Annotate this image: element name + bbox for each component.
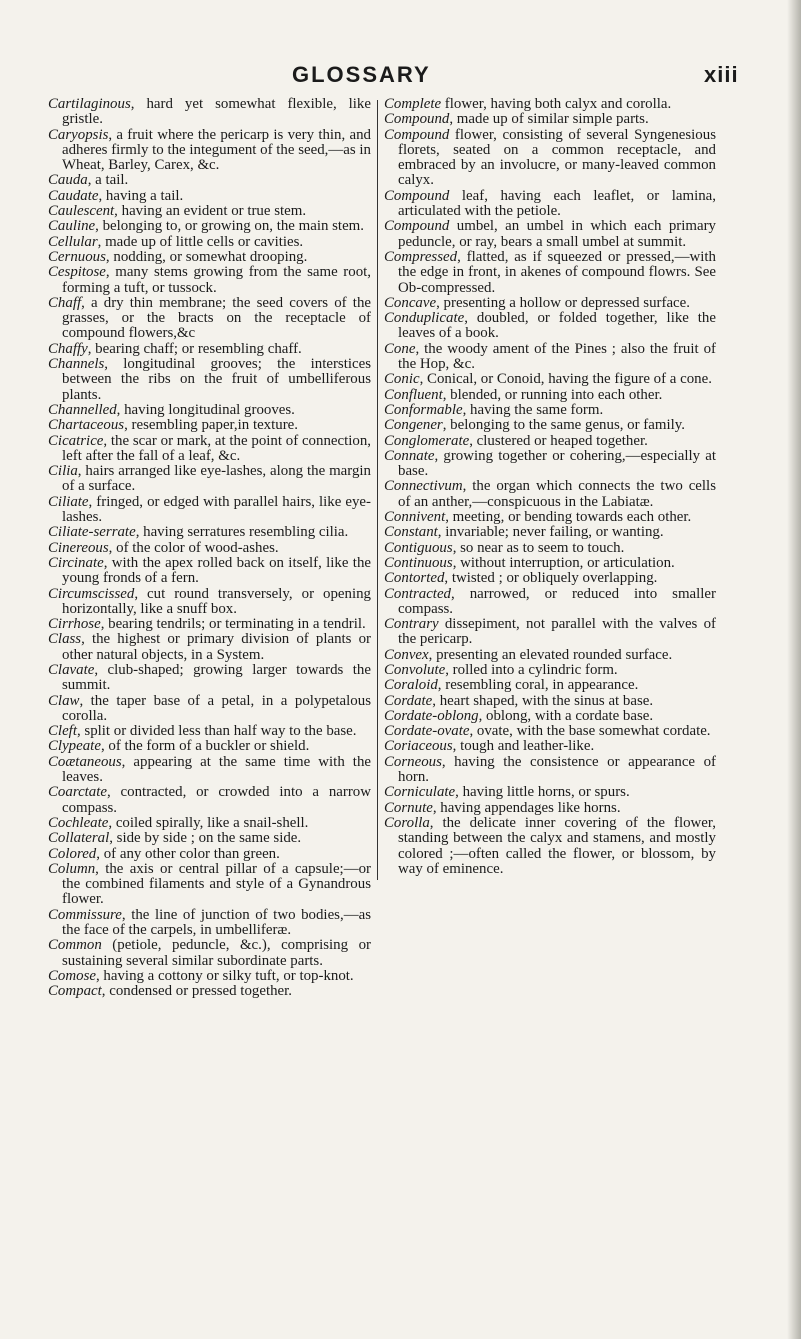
glossary-entry [48,847,371,862]
glossary-definition: dissepiment, not parallel with the valves of the pericarp. [398,616,716,648]
glossary-term: Chaffy [48,340,88,357]
glossary-term: Corolla [384,814,430,831]
glossary-entry [48,632,371,663]
column-divider [377,100,378,880]
glossary-entry [384,510,716,525]
glossary-definition: , many stems growing from the same root, forming a tuft, or tussock. [62,264,371,296]
glossary-definition: leaf, having each leaflet, or lamina, articulated with the petiole. [398,187,716,220]
left-column [48,97,371,1000]
glossary-entry [48,663,371,694]
glossary-term: Contrary [384,616,439,633]
glossary-definition: , belonging to, or growing on, the main stem. [95,218,364,235]
glossary-term: Cilia [48,463,78,480]
glossary-definition: , so near as to seem to touch. [452,539,625,556]
glossary-entry [48,694,371,725]
glossary-definition: , the taper base of a petal, in a polypetalous corolla. [62,692,371,724]
glossary-definition: , resembling paper,in texture. [124,417,299,434]
glossary-term: Common [48,937,102,954]
glossary-term: Commissure [48,906,122,923]
glossary-term: Compound [384,111,450,128]
glossary-definition: , nodding, or somewhat drooping. [105,248,308,265]
glossary-term: Clypeate [48,738,101,755]
glossary-definition: , having a cottony or silky tuft, or top-knot. [95,967,354,984]
glossary-term: Ciliate-serrate [48,524,136,541]
glossary-definition: , longitudinal grooves; the interstices between the ribs on the fruit of umbelliferous plants. [62,356,371,403]
glossary-definition: , a tail. [87,172,129,189]
glossary-entry [48,464,371,495]
glossary-term: Compound [384,218,450,235]
glossary-entry [48,265,371,296]
glossary-entry [48,739,371,754]
glossary-definition: , cut round transversely, or opening horizontally, like a snuff box. [62,585,371,617]
glossary-definition: , twisted ; or obliquely overlapping. [444,570,658,587]
glossary-definition: , doubled, or folded together, like the leaves of a book. [398,310,716,342]
glossary-term: Channels [48,356,105,373]
glossary-definition: , hard yet somewhat flexible, like gristle. [62,96,371,128]
glossary-definition: , coiled spirally, like a snail-shell. [108,814,309,831]
glossary-definition: flower, having both calyx and corolla. [441,96,672,112]
glossary-entry [384,219,716,250]
glossary-definition: , having the consistence or appearance of horn. [398,753,716,786]
glossary-definition: , a fruit where the pericarp is very thin, and adheres firmly to the integument of the seed,—as in Wheat, Barley, Carex, &c. [62,126,371,174]
glossary-entry [384,97,716,112]
glossary-term: Corneous [384,753,442,770]
glossary-entry [384,587,716,618]
running-title: GLOSSARY [292,62,431,87]
glossary-definition: , presenting an elevated rounded surface. [428,646,673,663]
glossary-definition: , the delicate inner covering of the flower, standing between the calyx and stamens, and mostly colored ;—often called the flower, or blossom, by way of eminence. [398,814,716,877]
glossary-entry [384,525,716,540]
glossary-term: Congener [384,417,443,434]
glossary-term: Conduplicate [384,310,465,327]
glossary-term: Contorted [384,570,445,587]
glossary-entry [48,785,371,816]
glossary-entry [48,296,371,342]
glossary-term: Continuous [384,554,453,571]
glossary-entry [384,556,716,571]
glossary-entry [48,97,371,128]
glossary-term: Caulescent [48,203,115,220]
glossary-entry [384,663,716,678]
glossary-term: Ciliate [48,493,89,510]
glossary-definition: , of the form of a buckler or shield. [100,738,310,755]
glossary-entry [48,418,371,433]
glossary-entry [384,739,716,754]
glossary-entry [384,479,716,510]
glossary-definition: , narrowed, or reduced into smaller compass. [398,585,716,617]
glossary-definition: , club-shaped; growing larger towards the summit. [62,661,371,694]
glossary-definition: , made up of little cells or cavities. [97,233,304,250]
glossary-term: Cernuous [48,248,106,265]
glossary-term: Cordate [384,692,433,709]
glossary-entry [384,403,716,418]
glossary-entry [48,984,371,999]
glossary-entry [48,862,371,908]
glossary-entry [48,938,371,969]
glossary-term: Compound [384,187,450,204]
glossary-term: Circinate [48,554,104,571]
glossary-term: Contracted [384,585,452,602]
glossary-definition: , side by side ; on the same side. [109,830,302,847]
glossary-entry [48,541,371,556]
glossary-term: Cinereous [48,539,109,556]
glossary-term: Contiguous [384,539,453,556]
glossary-definition: , resembling coral, in appearance. [437,677,639,694]
glossary-definition: , rolled into a cylindric form. [445,661,618,678]
glossary-term: Claw [48,692,80,709]
glossary-term: Cone [384,340,416,357]
glossary-term: Circumscissed [48,585,135,602]
glossary-definition: , with the apex rolled back on itself, like the young fronds of a fern. [62,554,371,587]
glossary-entry [384,541,716,556]
glossary-definition: , the woody ament of the Pines ; also the fruit of the Hop, &c. [398,340,716,373]
glossary-term: Complete [384,96,442,112]
glossary-definition: , contracted, or crowded into a narrow compass. [62,784,371,816]
glossary-term: Comose [48,967,96,984]
glossary-definition: , belonging to the same genus, or family. [442,417,685,434]
glossary-definition: , of the color of wood-ashes. [108,539,279,556]
glossary-term: Channelled [48,401,117,418]
glossary-term: Conglomerate [384,432,470,449]
glossary-term: Cicatrice [48,432,104,449]
glossary-entry [384,724,716,739]
glossary-definition: , without interruption, or articulation. [452,554,675,571]
glossary-term: Convolute [384,661,446,678]
glossary-definition: , Conical, or Conoid, having the figure of a cone. [419,371,712,388]
glossary-entry [384,785,716,800]
glossary-entry [48,173,371,188]
glossary-entry [384,296,716,311]
glossary-entry [384,678,716,693]
glossary-definition: , having little horns, or spurs. [455,784,630,801]
page-header [0,62,801,86]
glossary-definition: , the axis or central pillar of a capsule;—or the combined filaments and style of a Gynandrous flower. [62,860,371,908]
glossary-entry [48,556,371,587]
glossary-definition: , tough and leather-like. [452,738,595,755]
glossary-definition: , of any other color than green. [96,845,280,862]
glossary-definition: , split or divided less than half way to the base. [76,723,357,740]
glossary-definition: , the line of junction of two bodies,—as the face of the carpels, in umbelliferæ. [62,906,371,939]
glossary-entry [384,755,716,786]
glossary-entry [48,495,371,526]
glossary-term: Convex [384,646,429,663]
glossary-term: Connivent [384,509,446,526]
page-number: xiii [704,62,739,87]
glossary-term: Corniculate [384,784,456,801]
glossary-term: Colored [48,845,97,862]
glossary-entry [384,311,716,342]
glossary-term: Coarctate [48,784,108,801]
glossary-term: Cauline [48,218,96,235]
glossary-entry [48,816,371,831]
glossary-entry [48,755,371,786]
glossary-definition: , the organ which connects the two cells of an anther,—conspicuous in the Labiatæ. [398,478,716,510]
glossary-entry [48,908,371,939]
glossary-entry [48,342,371,357]
glossary-term: Cordate-ovate [384,723,470,740]
glossary-definition: , having the same form. [462,401,604,418]
page-binding-shadow [787,0,801,1339]
glossary-term: Compound [384,126,450,143]
glossary-entry [48,831,371,846]
glossary-entry [48,128,371,174]
glossary-entry [48,724,371,739]
glossary-entry [384,128,716,189]
glossary-definition: , appearing at the same time with the leaves. [62,753,371,786]
glossary-entry [48,587,371,618]
glossary-term: Compact [48,983,102,1000]
glossary-definition: umbel, an umbel in which each primary peduncle, or ray, bears a small umbel at summit. [398,218,716,250]
glossary-definition: , the scar or mark, at the point of connection, left after the fall of a leaf, &c. [62,432,371,464]
glossary-term: Constant [384,524,438,541]
glossary-definition: , made up of similar simple parts. [449,111,649,128]
glossary-definition: , bearing tendrils; or terminating in a tendril. [100,616,366,633]
glossary-term: Cleft [48,723,77,740]
glossary-definition: , having a tail. [98,187,184,204]
glossary-definition: flower, consisting of several Syngenesious florets, seated on a common receptacle, and embraced by an involucre, or many-leaved common calyx. [398,126,716,189]
glossary-entry [384,342,716,373]
glossary-term: Cornute [384,799,433,816]
glossary-term: Chaff [48,294,82,311]
glossary-definition: , having appendages like horns. [432,799,621,816]
glossary-term: Compressed [384,248,458,265]
glossary-term: Coraloid [384,677,438,694]
glossary-term: Concave [384,294,437,311]
glossary-entry [48,204,371,219]
glossary-term: Confluent [384,386,443,403]
glossary-term: Class [48,631,82,648]
glossary-term: Collateral [48,830,110,847]
glossary-entry [384,617,716,648]
glossary-term: Coriaceous [384,738,453,755]
glossary-definition: , having an evident or true stem. [114,203,307,220]
glossary-entry [384,571,716,586]
glossary-entry [384,709,716,724]
glossary-definition: , a dry thin membrane; the seed covers of the grasses, or the bracts on the receptacle of compound flowers,&c [62,294,371,342]
glossary-definition: , fringed, or edged with parallel hairs, like eye-lashes. [62,493,371,526]
glossary-definition: , the highest or primary division of plants or other natural objects, in a System. [62,631,371,663]
glossary-term: Conic [384,371,420,388]
glossary-definition: (petiole, peduncle, &c.), comprising or sustaining several similar subordinate parts. [62,937,371,969]
glossary-entry [48,235,371,250]
glossary-term: Cellular [48,233,98,250]
glossary-entry [384,449,716,480]
glossary-term: Caryopsis [48,126,109,143]
glossary-entry [48,403,371,418]
glossary-definition: , condensed or pressed together. [101,983,292,1000]
glossary-entry [384,434,716,449]
glossary-entry [384,694,716,709]
glossary-entry [384,372,716,387]
glossary-entry [384,388,716,403]
glossary-entry [48,219,371,234]
glossary-term: Cordate-oblong [384,707,479,724]
glossary-entry [384,816,716,877]
glossary-term: Connate [384,447,435,464]
glossary-term: Cespitose [48,264,106,281]
glossary-entry [48,357,371,403]
glossary-definition: , flatted, as if squeezed or pressed,—with the edge in front, in akenes of compound flowrs. See Ob-compressed. [398,248,716,296]
glossary-entry [48,250,371,265]
glossary-term: Connectivum [384,478,463,495]
glossary-definition: , heart shaped, with the sinus at base. [432,692,654,709]
glossary-definition: , blended, or running into each other. [442,386,663,403]
glossary-entry [48,525,371,540]
glossary-definition: , oblong, with a cordate base. [478,707,654,724]
glossary-definition: , having serratures resembling cilia. [135,524,349,541]
glossary-definition: , growing together or cohering,—especially at base. [398,447,716,480]
glossary-definition: , invariable; never failing, or wanting. [437,524,664,541]
glossary-term: Conformable [384,401,463,418]
glossary-term: Clavate [48,661,95,678]
glossary-entry [48,969,371,984]
glossary-term: Cochleate [48,814,109,831]
glossary-entry [384,418,716,433]
glossary-term: Cirrhose [48,616,101,633]
glossary-entry [384,648,716,663]
glossary-entry [384,189,716,220]
glossary-definition: , hairs arranged like eye-lashes, along the margin of a surface. [62,463,371,495]
glossary-definition: , ovate, with the base somewhat cordate. [469,723,711,740]
glossary-term: Coætaneous [48,753,122,770]
glossary-entry [48,434,371,465]
glossary-term: Cauda [48,172,88,189]
glossary-definition: , bearing chaff; or resembling chaff. [87,340,302,357]
glossary-entry [384,250,716,296]
glossary-definition: , clustered or heaped together. [469,432,648,449]
glossary-definition: , meeting, or bending towards each other. [445,509,692,526]
glossary-entry [48,617,371,632]
glossary-entry [384,801,716,816]
glossary-term: Column [48,860,96,877]
glossary-term: Cartilaginous [48,96,131,112]
glossary-term: Caudate [48,187,99,204]
right-column [384,97,716,877]
glossary-entry [384,112,716,127]
glossary-term: Chartaceous [48,417,125,434]
glossary-definition: , presenting a hollow or depressed surface. [436,294,690,311]
glossary-entry [48,189,371,204]
glossary-definition: , having longitudinal grooves. [116,401,295,418]
